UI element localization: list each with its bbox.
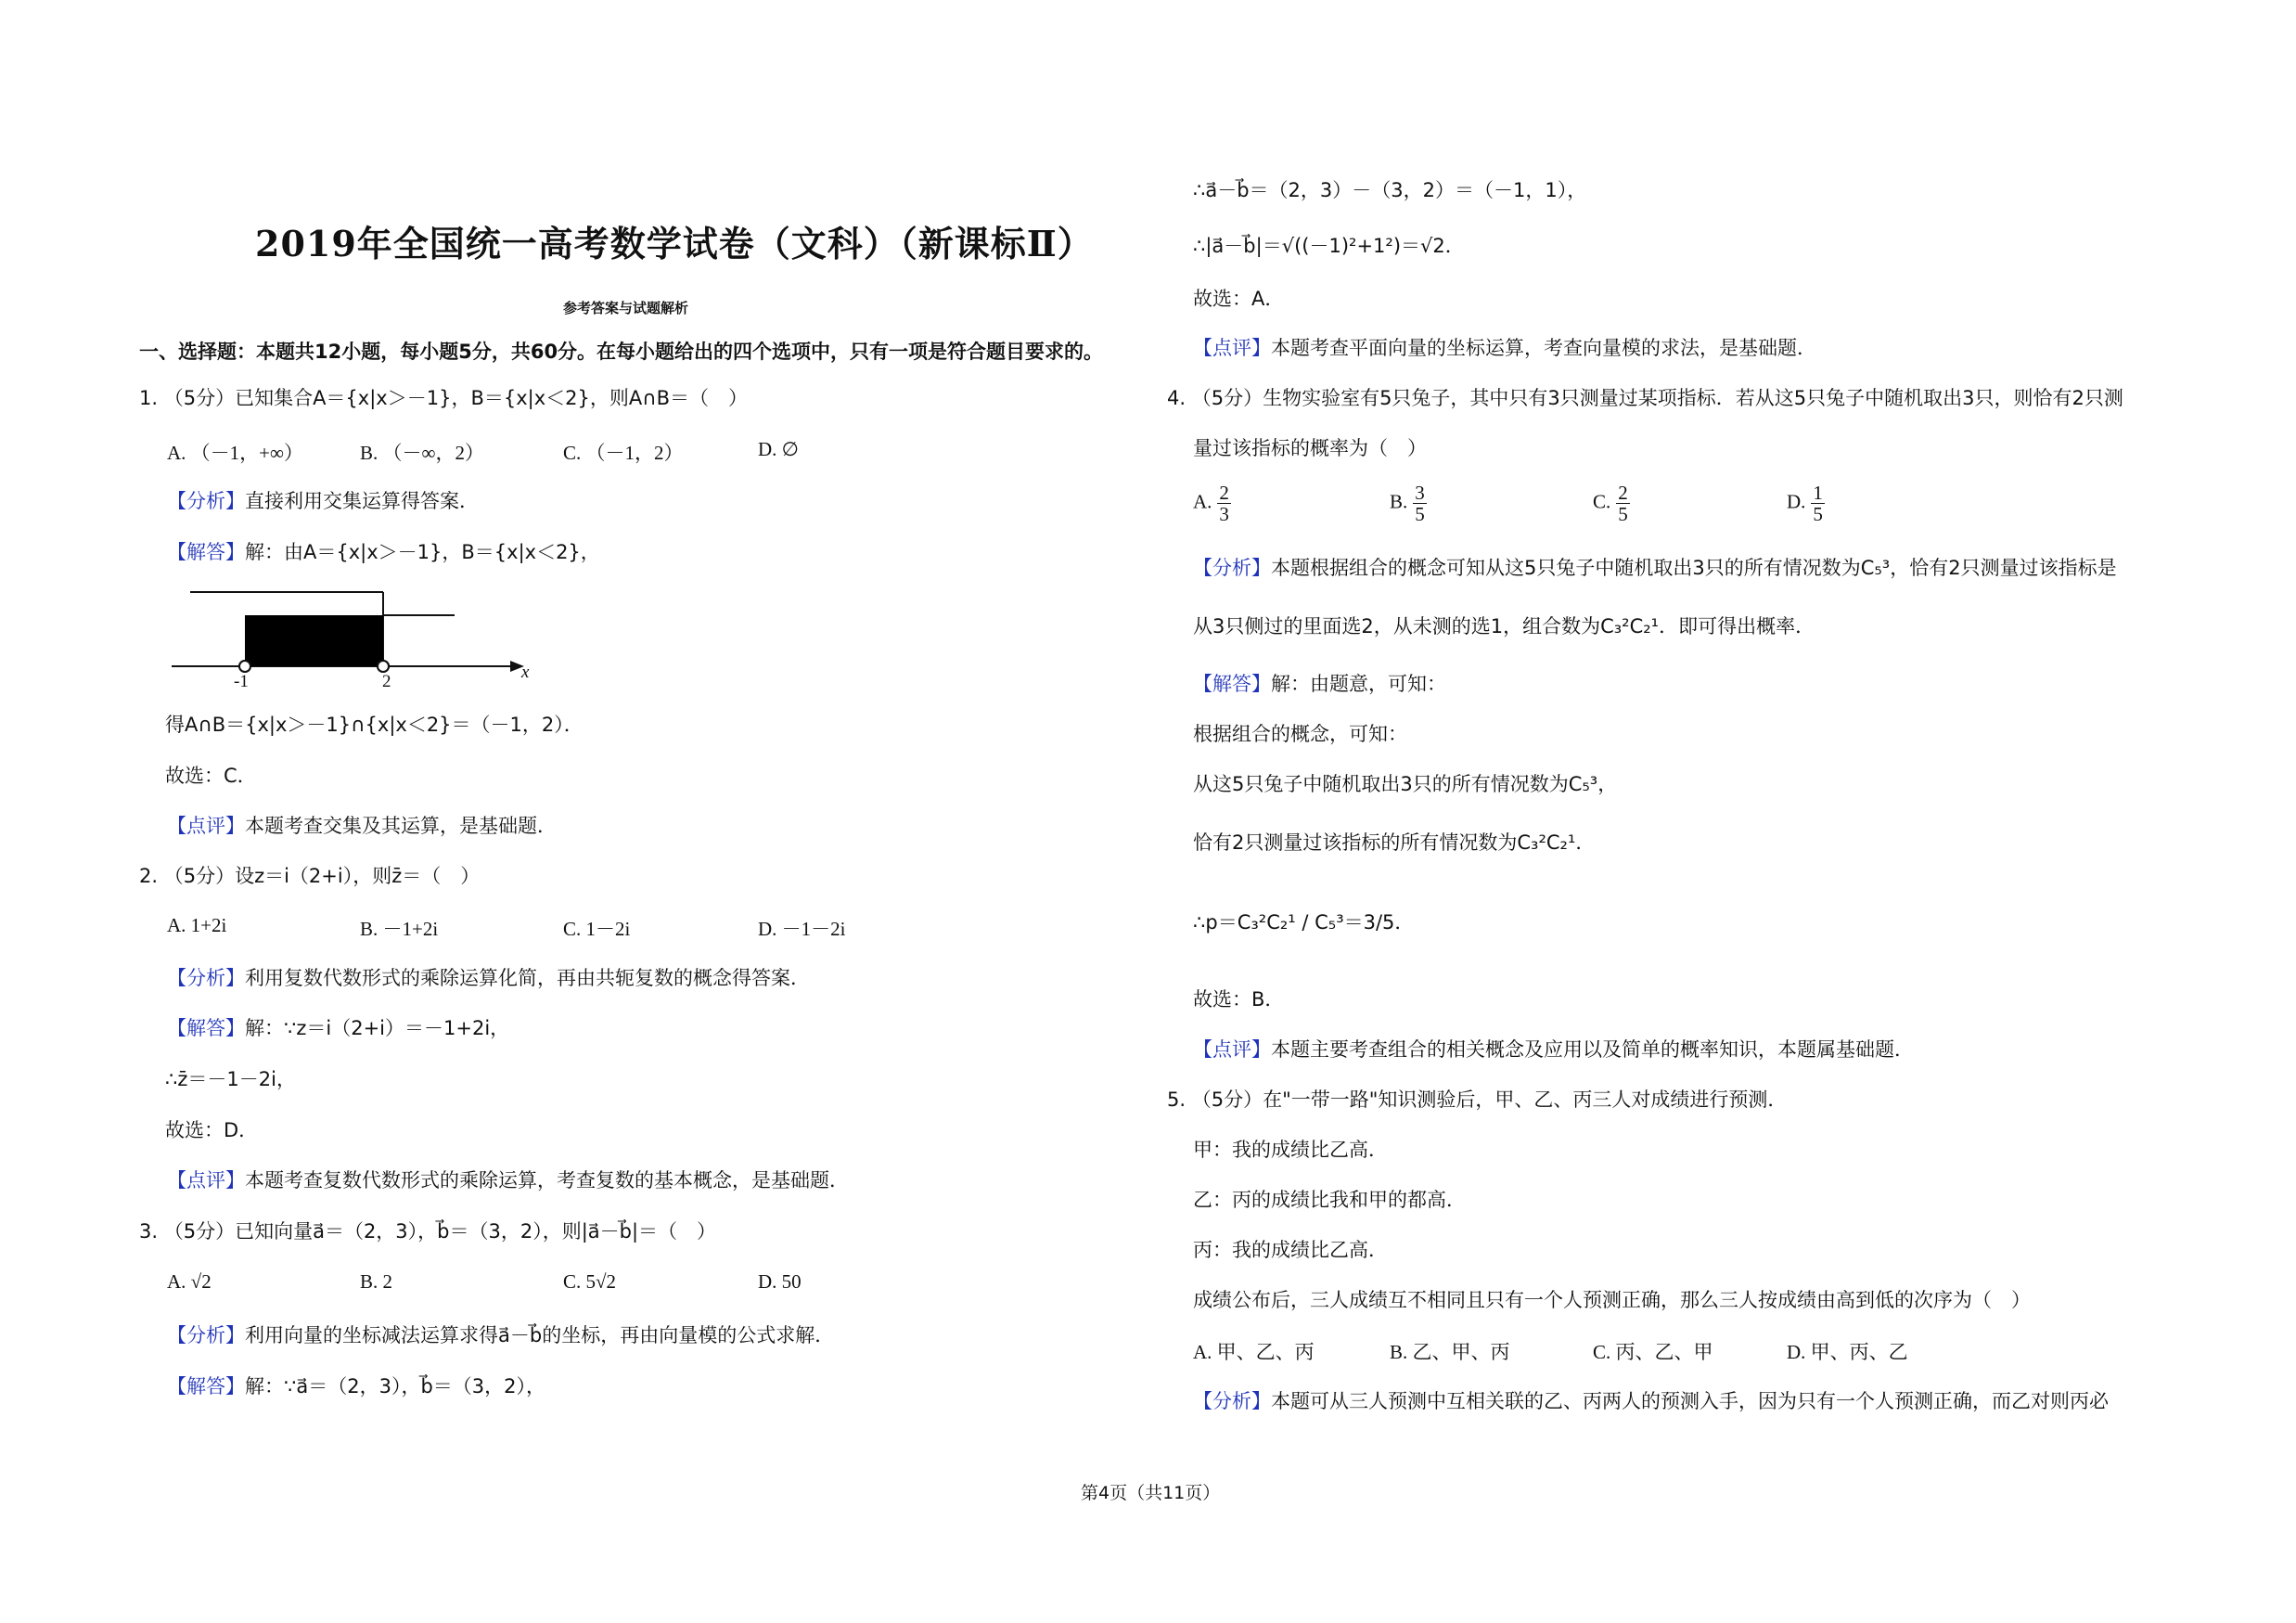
- numerator: 3: [1415, 482, 1425, 504]
- numerator: 2: [1219, 482, 1229, 504]
- q3-comment-text: 本题考查平面向量的坐标运算，考查向量模的求法，是基础题．: [1271, 337, 1816, 359]
- fraction: [1811, 483, 1825, 524]
- solution-label: 【解答】: [167, 1017, 245, 1039]
- q4-comment: [1193, 1037, 1914, 1063]
- q3-step2: ∴|a⃗－b⃗|＝√((－1)²+1²)＝√2．: [1193, 235, 1465, 257]
- page-footer: 第4页（共11页）: [1081, 1483, 1221, 1503]
- option-letter: B.: [1390, 490, 1408, 513]
- q4-solution: [1193, 671, 1446, 697]
- q5-jia: 甲：我的成绩比乙高．: [1193, 1139, 1388, 1161]
- q1-analysis-text: 直接利用交集运算得答案．: [245, 490, 479, 512]
- analysis-label: 【分析】: [1193, 557, 1271, 579]
- solution-label: 【解答】: [167, 1375, 245, 1398]
- fraction: [1616, 483, 1630, 524]
- q1-stem: 1. （5分）已知集合A＝{x|x＞－1}，B＝{x|x＜2}，则A∩B＝（ ）: [139, 387, 749, 409]
- q4-option-b: [1390, 483, 1427, 524]
- q2-option-a: A. 1+2i: [167, 914, 227, 936]
- diagram-label-minus1: -1: [234, 672, 249, 691]
- q2-step: ∴z̄＝－1－2i，: [165, 1068, 296, 1090]
- q1-solution: [167, 539, 600, 565]
- q3-option-b: B. 2: [360, 1270, 393, 1293]
- q1-option-b: B. （－∞，2）: [360, 442, 484, 464]
- q2-solution: [167, 1015, 509, 1041]
- denominator: 5: [1618, 503, 1628, 525]
- q2-option-d: D. －1－2i: [758, 918, 846, 940]
- denominator: 3: [1219, 503, 1229, 525]
- diagram-axis-label: x: [521, 663, 530, 682]
- option-letter: A.: [1193, 490, 1212, 513]
- section-heading: 一、选择题：本题共12小题，每小题5分，共60分。在每小题给出的四个选项中，只有一项是符合题目要求的。: [139, 341, 1104, 363]
- q3-solution-text: 解：∵a⃗＝（2，3），b⃗＝（3，2），: [245, 1375, 546, 1398]
- q1-choice: 故选：C．: [165, 765, 257, 787]
- option-letter: C.: [1593, 490, 1611, 513]
- q4-analysis-line2: 从3只侧过的里面选2，从未测的选1，组合数为C₃²C₂¹．即可得出概率．: [1193, 615, 1815, 638]
- denominator: 5: [1813, 503, 1823, 525]
- comment-label: 【点评】: [167, 815, 245, 837]
- q4-comment-text: 本题主要考查组合的相关概念及应用以及简单的概率知识，本题属基础题．: [1271, 1038, 1914, 1061]
- q3-solution: [167, 1373, 545, 1399]
- numerator: 1: [1813, 482, 1823, 504]
- q5-option-d: D. 甲、丙、乙: [1787, 1341, 1908, 1363]
- q4-choice: 故选：B．: [1193, 988, 1285, 1011]
- q1-analysis: [167, 488, 479, 514]
- q4-solution-text: 解：由题意，可知：: [1271, 673, 1446, 695]
- q4-stem-line2: 量过该指标的概率为（ ）: [1193, 437, 1427, 459]
- diagram-label-2: 2: [382, 672, 391, 691]
- q4-step3: 恰有2只测量过该指标的所有情况数为C₃²C₂¹．: [1193, 831, 1596, 854]
- q4-analysis-text: 本题根据组合的概念可知从这5只兔子中随机取出3只的所有情况数为C₅³，恰有2只测量过该指标是: [1271, 557, 2117, 579]
- numerator: 2: [1618, 482, 1628, 504]
- comment-label: 【点评】: [167, 1169, 245, 1191]
- q1-result: 得A∩B＝{x|x＞－1}∩{x|x＜2}＝（－1，2）．: [165, 714, 584, 736]
- q5-yi: 乙：丙的成绩比我和甲的都高．: [1193, 1189, 1466, 1211]
- q2-option-c: C. 1－2i: [563, 918, 631, 940]
- analysis-label: 【分析】: [167, 490, 245, 512]
- q2-comment: [167, 1167, 849, 1193]
- denominator: 5: [1415, 503, 1425, 525]
- q3-step1: ∴a⃗－b⃗＝（2，3）－（3，2）＝（－1，1），: [1193, 179, 1587, 201]
- q1-solution-text: 解：由A＝{x|x＞－1}，B＝{x|x＜2}，: [245, 541, 600, 563]
- q2-stem: 2. （5分）设z＝i（2+i），则z̄＝（ ）: [139, 865, 481, 887]
- fraction: [1413, 483, 1427, 524]
- q4-analysis-line1: [1193, 555, 2117, 581]
- q2-option-b: B. －1+2i: [360, 918, 439, 940]
- q3-choice: 故选：A．: [1193, 288, 1285, 310]
- q2-solution-text: 解：∵z＝i（2+i）＝－1+2i，: [245, 1017, 510, 1039]
- q2-analysis: [167, 965, 810, 991]
- q4-option-a: [1193, 483, 1231, 524]
- number-line-axis: [167, 583, 538, 703]
- q2-analysis-text: 利用复数代数形式的乘除运算化简，再由共轭复数的概念得答案．: [245, 967, 810, 989]
- q1-comment-text: 本题考查交集及其运算，是基础题．: [245, 815, 557, 837]
- q3-option-c: C. 5√2: [563, 1270, 617, 1293]
- q5-analysis-text: 本题可从三人预测中互相关联的乙、丙两人的预测入手，因为只有一个人预测正确，而乙对则丙必: [1271, 1390, 2109, 1412]
- q4-step1: 根据组合的概念，可知：: [1193, 723, 1407, 745]
- q5-stem: 5. （5分）在"一带一路"知识测验后，甲、乙、丙三人对成绩进行预测．: [1167, 1088, 1788, 1111]
- q2-comment-text: 本题考查复数代数形式的乘除运算，考查复数的基本概念，是基础题．: [245, 1169, 849, 1191]
- solution-label: 【解答】: [167, 541, 245, 563]
- fraction: [1217, 483, 1231, 524]
- q4-stem-line1: 4. （5分）生物实验室有5只兔子，其中只有3只测量过某项指标．若从这5只兔子中随机取出3只，则恰有2只测: [1167, 387, 2123, 409]
- comment-label: 【点评】: [1193, 1038, 1271, 1061]
- q4-step4: ∴p＝C₃²C₂¹ / C₅³＝3/5．: [1193, 911, 1415, 934]
- q3-option-a: A. √2: [167, 1270, 212, 1293]
- q1-option-d: D. ∅: [758, 438, 799, 460]
- q4-step2: 从这5只兔子中随机取出3只的所有情况数为C₅³，: [1193, 773, 1618, 795]
- q5-question: 成绩公布后，三人成绩互不相同且只有一个人预测正确，那么三人按成绩由高到低的次序为（ ）: [1193, 1289, 2031, 1311]
- q1-comment: [167, 813, 557, 839]
- q4-option-c: [1593, 483, 1630, 524]
- q5-option-b: B. 乙、甲、丙: [1390, 1341, 1510, 1363]
- q1-option-c: C. （－1，2）: [563, 442, 684, 464]
- q3-option-d: D. 50: [758, 1270, 802, 1293]
- q3-analysis: [167, 1322, 834, 1348]
- q4-option-d: [1787, 483, 1825, 524]
- analysis-label: 【分析】: [167, 967, 245, 989]
- solution-label: 【解答】: [1193, 673, 1271, 695]
- analysis-label: 【分析】: [167, 1324, 245, 1346]
- q1-option-a: A. （－1，+∞）: [167, 442, 303, 464]
- page-title: 2019年全国统一高考数学试卷（文科）（新课标Ⅱ）: [255, 223, 1094, 264]
- q5-option-a: A. 甲、乙、丙: [1193, 1341, 1315, 1363]
- q3-analysis-text: 利用向量的坐标减法运算求得a⃗－b⃗的坐标，再由向量模的公式求解．: [245, 1324, 835, 1346]
- q2-choice: 故选：D．: [165, 1119, 259, 1141]
- q5-analysis: [1193, 1388, 2109, 1414]
- comment-label: 【点评】: [1193, 337, 1271, 359]
- page-subtitle: 参考答案与试题解析: [563, 300, 689, 316]
- q3-comment: [1193, 335, 1816, 361]
- q5-bing: 丙：我的成绩比乙高．: [1193, 1239, 1388, 1261]
- analysis-label: 【分析】: [1193, 1390, 1271, 1412]
- q3-stem: 3. （5分）已知向量a⃗＝（2，3），b⃗＝（3，2），则|a⃗－b⃗|＝（ ）: [139, 1220, 717, 1243]
- q5-option-c: C. 丙、乙、甲: [1593, 1341, 1713, 1363]
- option-letter: D.: [1787, 490, 1806, 513]
